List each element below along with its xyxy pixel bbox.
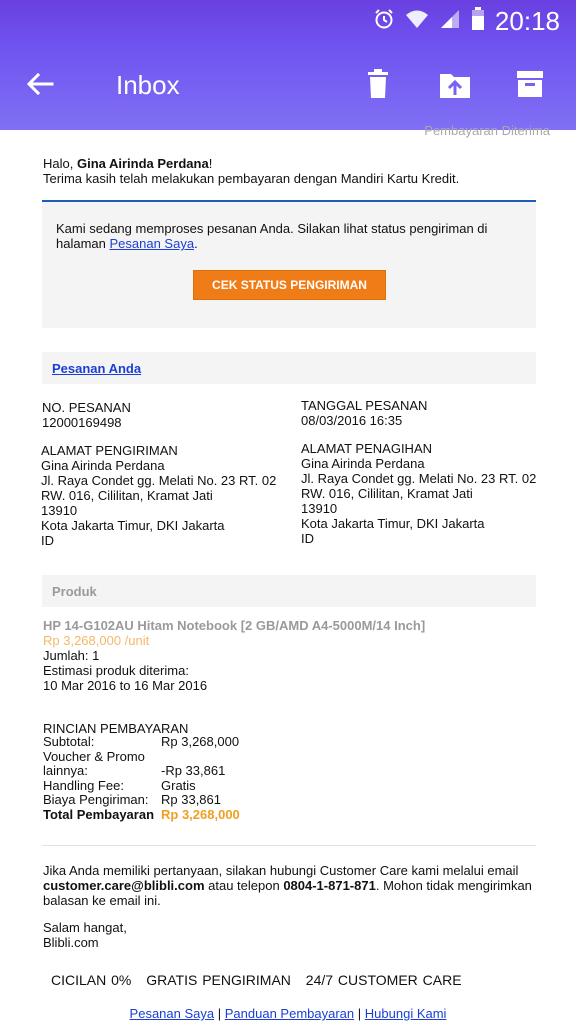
table-row	[43, 779, 240, 794]
move-to-folder-icon[interactable]	[438, 68, 474, 104]
thanks-text: Terima kasih telah melakukan pembayaran dengan Mandiri Kartu Kredit.	[43, 171, 460, 186]
process-text-end: .	[194, 236, 198, 251]
greeting-prefix: Halo,	[43, 156, 77, 171]
email-subject-peek: Pembayaran Diterima	[424, 123, 550, 138]
shipping-address-label: ALAMAT PENGIRIMAN	[41, 443, 178, 458]
contact-text	[43, 863, 533, 908]
wifi-icon	[405, 8, 429, 35]
total-value: Rp 3,268,000	[161, 806, 240, 822]
table-row	[43, 764, 240, 779]
pesanan-saya-link[interactable]: Pesanan Saya	[109, 236, 195, 251]
contact-text-part: Jika Anda memiliki pertanyaan, silakan hubungi Customer Care kami melalui email	[43, 863, 519, 878]
closing	[43, 920, 283, 950]
payment-details-table	[43, 735, 240, 822]
rincian-title: RINCIAN PEMBAYARAN	[43, 721, 189, 736]
product-name: HP 14-G102AU Hitam Notebook [2 GB/AMD A4-5000M/14 Inch]	[43, 618, 426, 633]
footer-link-hubungi-kami[interactable]: Hubungi Kami	[364, 1006, 447, 1021]
contact-text-part: . Mohon tidak mengirimkan balasan ke email ini.	[43, 878, 532, 908]
billing-postal: 13910	[301, 501, 338, 516]
product-section-header	[42, 575, 536, 607]
product-quantity: Jumlah: 1	[43, 648, 100, 663]
archive-icon[interactable]	[514, 68, 550, 104]
order-number: 12000169498	[42, 415, 122, 430]
billing-address-block	[301, 441, 541, 546]
shipping-line2: RW. 016, Cililitan, Kramat Jati	[41, 488, 213, 503]
alarm-icon	[373, 8, 395, 35]
process-notice-box	[42, 200, 536, 328]
app-bar	[0, 40, 576, 130]
status-bar	[0, 0, 576, 40]
voucher-label-1: Voucher & Promo	[43, 748, 145, 764]
product-section-label: Produk	[52, 584, 97, 599]
cek-status-button[interactable]: CEK STATUS PENGIRIMAN	[193, 270, 386, 300]
shipping-postal: 13910	[41, 503, 78, 518]
table-row	[43, 750, 240, 765]
spacer-cell	[161, 750, 240, 765]
status-icons	[373, 6, 560, 36]
billing-address-label: ALAMAT PENAGIHAN	[301, 441, 432, 456]
divider	[42, 845, 536, 846]
footer-separator: |	[217, 1006, 222, 1021]
footer-link-panduan-pembayaran[interactable]: Panduan Pembayaran	[224, 1006, 355, 1021]
order-number-label: NO. PESANAN	[42, 400, 131, 415]
total-label: Total Pembayaran	[43, 806, 155, 822]
order-date-label: TANGGAL PESANAN	[301, 398, 428, 413]
pesanan-anda-link[interactable]: Pesanan Anda	[52, 361, 142, 376]
process-text-part: Kami sedang memproses pesanan Anda. Silakan lihat status pengiriman di halaman	[56, 221, 488, 251]
signal-icon	[439, 8, 461, 35]
greeting	[43, 156, 543, 186]
contact-email: customer.care@blibli.com	[43, 878, 205, 893]
battery-icon	[471, 7, 485, 36]
shipping-line1: Jl. Raya Condet gg. Melati No. 23 RT. 02	[41, 473, 277, 488]
shipping-fee-value: Rp 33,861	[161, 792, 221, 807]
billing-country: ID	[301, 531, 314, 546]
contact-phone: 0804-1-871-871	[283, 878, 376, 893]
footer-separator: |	[357, 1006, 362, 1021]
order-section-header	[42, 352, 536, 384]
shipping-fee-label: Biaya Pengiriman:	[43, 792, 149, 807]
email-body	[0, 123, 576, 1024]
order-number-block	[42, 400, 282, 430]
handling-value: Gratis	[161, 777, 196, 793]
footer-link-pesanan-saya[interactable]: Pesanan Saya	[129, 1006, 215, 1021]
billing-name: Gina Airinda Perdana	[301, 456, 425, 471]
features-row	[51, 973, 472, 988]
feature-cicilan: CICILAN 0%	[51, 972, 132, 988]
handling-label: Handling Fee:	[43, 777, 124, 793]
shipping-name: Gina Airinda Perdana	[41, 458, 165, 473]
process-text	[56, 221, 526, 251]
product-price: Rp 3,268,000 /unit	[43, 633, 150, 648]
table-row	[43, 735, 240, 750]
estimate-label: Estimasi produk diterima:	[43, 663, 189, 678]
subtotal-label: Subtotal:	[43, 734, 95, 749]
billing-line1: Jl. Raya Condet gg. Melati No. 23 RT. 02	[301, 471, 537, 486]
product-block	[43, 618, 523, 693]
app-header	[0, 0, 576, 130]
app-bar-title: Inbox	[116, 70, 180, 100]
table-row	[43, 793, 240, 808]
back-arrow-icon[interactable]	[24, 68, 64, 104]
billing-line2: RW. 016, Cililitan, Kramat Jati	[301, 486, 473, 501]
greeting-suffix: !	[208, 156, 213, 171]
estimate-range: 10 Mar 2016 to 16 Mar 2016	[43, 678, 208, 693]
shipping-country: ID	[41, 533, 54, 548]
contact-text-part: atau telepon	[204, 878, 284, 893]
subtotal-value: Rp 3,268,000	[161, 734, 240, 749]
voucher-label-2: lainnya:	[43, 763, 88, 778]
salam-text: Salam hangat,	[43, 920, 127, 935]
shipping-city: Kota Jakarta Timur, DKI Jakarta	[41, 518, 225, 533]
order-date: 08/03/2016 16:35	[301, 413, 403, 428]
order-date-block	[301, 398, 541, 428]
shipping-address-block	[41, 443, 281, 548]
feature-customer-care: 24/7 CUSTOMER CARE	[305, 972, 462, 988]
status-time: 20:18	[494, 5, 560, 36]
delete-icon[interactable]	[362, 68, 398, 104]
table-row	[43, 808, 240, 823]
signature: Blibli.com	[43, 935, 99, 950]
feature-gratis-pengiriman: GRATIS PENGIRIMAN	[146, 972, 291, 988]
voucher-value: -Rp 33,861	[161, 763, 226, 778]
billing-city: Kota Jakarta Timur, DKI Jakarta	[301, 516, 485, 531]
footer-links	[0, 1006, 576, 1021]
customer-name: Gina Airinda Perdana	[76, 156, 209, 171]
